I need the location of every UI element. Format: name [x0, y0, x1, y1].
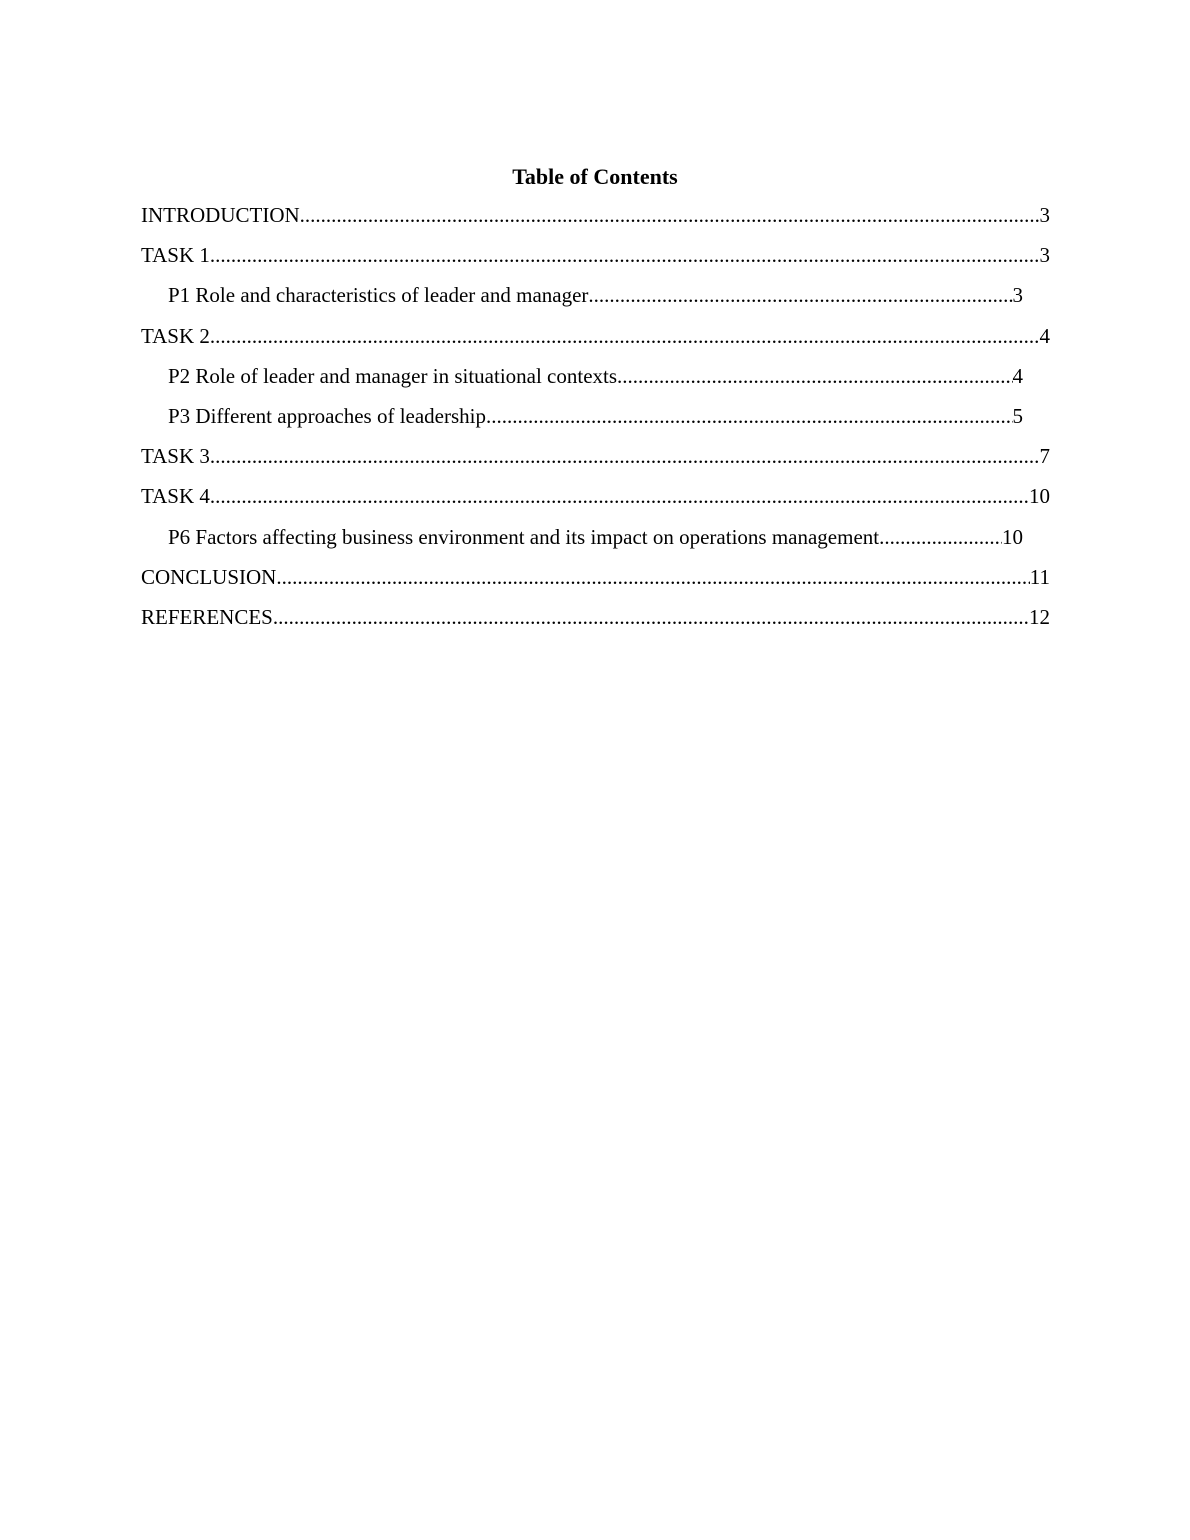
toc-entry-page: 11: [1029, 564, 1050, 589]
toc-entry-label: TASK 4: [141, 484, 210, 509]
toc-entry-label: TASK 1: [141, 243, 210, 268]
toc-entry-page: 3: [1039, 203, 1050, 227]
toc-entry-label: REFERENCES: [141, 604, 273, 629]
toc-entry-p6[interactable]: [168, 523, 1023, 563]
toc-entry-label: P1 Role and characteristics of leader and manager: [168, 283, 589, 308]
toc-entry-page: 7: [1039, 444, 1050, 469]
toc-entry-task-1[interactable]: [141, 241, 1050, 281]
toc-dot-leader: [210, 241, 1040, 269]
toc-entry-page: 12: [1029, 604, 1050, 629]
toc-dot-leader: [486, 402, 1013, 430]
toc-entry-task-2[interactable]: [141, 322, 1050, 362]
toc-dot-leader: [276, 563, 1029, 591]
toc-entry-label: P6 Factors affecting business environment and its impact on operations management: [168, 524, 880, 549]
toc-entry-label: CONCLUSION: [141, 564, 277, 589]
toc-entry-page: 10: [1029, 484, 1050, 509]
toc-dot-leader: [210, 482, 1029, 510]
toc-dot-leader: [617, 362, 1012, 390]
toc-entry-label: TASK 2: [141, 323, 210, 348]
toc-entry-conclusion[interactable]: [141, 563, 1050, 603]
toc-entry-page: 3: [1012, 283, 1023, 308]
toc-entry-page: 4: [1012, 363, 1023, 388]
toc-entry-task-3[interactable]: [141, 442, 1050, 482]
toc-dot-leader: [210, 442, 1040, 470]
toc-entry-task-4[interactable]: [141, 482, 1050, 522]
toc-dot-leader: [300, 201, 1040, 229]
toc-entry-page: 5: [1012, 403, 1023, 428]
toc-entry-label: P3 Different approaches of leadership: [168, 403, 486, 428]
toc-entry-page: 10: [1002, 524, 1023, 549]
toc-entry-p3[interactable]: [168, 402, 1023, 442]
toc-list: [141, 201, 1050, 643]
toc-title: Table of Contents: [512, 164, 678, 189]
toc-dot-leader: [588, 281, 1012, 309]
toc-entry-references[interactable]: [141, 603, 1050, 643]
toc-dot-leader: [210, 322, 1040, 350]
toc-entry-page: 4: [1039, 323, 1050, 348]
toc-entry-p2[interactable]: [168, 362, 1023, 402]
toc-entry-p1[interactable]: [168, 281, 1023, 321]
toc-entry-label: TASK 3: [141, 444, 210, 469]
toc-dot-leader: [879, 523, 1002, 551]
toc-entry-page: 3: [1039, 243, 1050, 268]
toc-entry-label: INTRODUCTION: [141, 203, 300, 227]
toc-entry-label: P2 Role of leader and manager in situational contexts: [168, 363, 618, 388]
toc-dot-leader: [273, 603, 1029, 631]
toc-entry-introduction[interactable]: [141, 201, 1050, 241]
